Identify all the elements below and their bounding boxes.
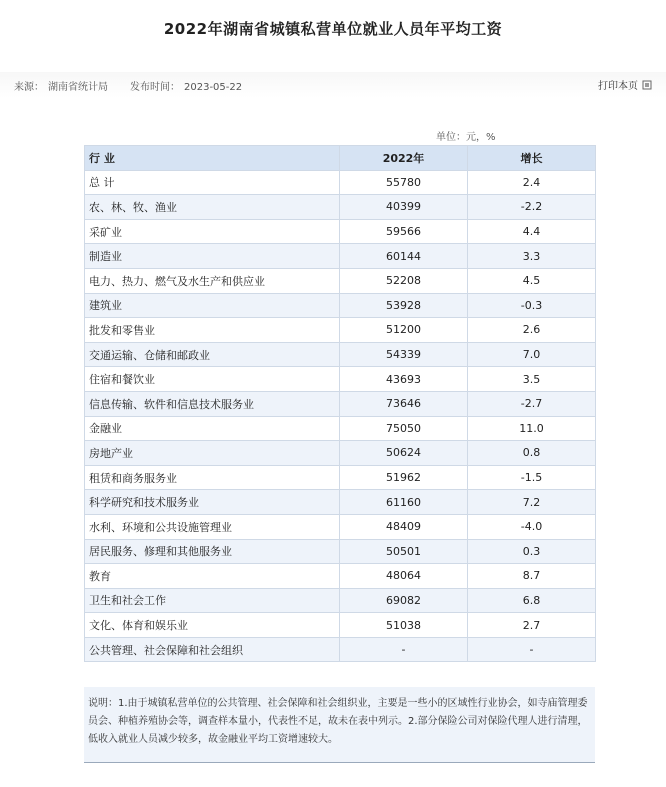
wage-cell: -	[340, 637, 468, 662]
table-row	[85, 416, 596, 441]
table-row	[85, 465, 596, 490]
wage-cell: 51038	[340, 613, 468, 638]
footnote: 说明：1.由于城镇私营单位的公共管理、社会保障和社会组织业，主要是一些小的区域性行业协会，如寺庙管理委员会、种植养殖协会等，调查样本量小，代表性不足，故未在表中列示。2.部分保险公司对保险代理人进行清理，低收入就业人员减少较多，故金融业平均工资增速较大。	[84, 687, 595, 763]
wage-cell: 51962	[340, 465, 468, 490]
table-row	[85, 219, 596, 244]
table-row	[85, 342, 596, 367]
print-label[interactable]: 打印本页	[598, 81, 638, 92]
unit-label: 单位：元，%	[436, 132, 496, 143]
growth-cell: 7.0	[468, 342, 596, 367]
industry-cell: 卫生和社会工作	[85, 588, 340, 613]
publish-label: 发布时间：	[130, 82, 180, 93]
industry-cell: 租赁和商务服务业	[85, 465, 340, 490]
wage-cell: 53928	[340, 293, 468, 318]
header-industry: 行 业	[85, 146, 340, 171]
growth-cell: 4.5	[468, 268, 596, 293]
growth-cell: -2.2	[468, 195, 596, 220]
article-meta	[14, 78, 246, 93]
wage-cell: 59566	[340, 219, 468, 244]
industry-cell: 居民服务、修理和其他服务业	[85, 539, 340, 564]
growth-cell: -4.0	[468, 514, 596, 539]
growth-cell: 2.7	[468, 613, 596, 638]
table-row	[85, 170, 596, 195]
industry-cell: 建筑业	[85, 293, 340, 318]
table-row	[85, 318, 596, 343]
wage-cell: 52208	[340, 268, 468, 293]
wage-cell: 61160	[340, 490, 468, 515]
growth-cell: -0.3	[468, 293, 596, 318]
table-row	[85, 588, 596, 613]
industry-cell: 公共管理、社会保障和社会组织	[85, 637, 340, 662]
wage-cell: 50624	[340, 441, 468, 466]
growth-cell: 0.8	[468, 441, 596, 466]
industry-cell: 批发和零售业	[85, 318, 340, 343]
publish-date: 2023-05-22	[184, 82, 243, 93]
wage-cell: 51200	[340, 318, 468, 343]
industry-cell: 交通运输、仓储和邮政业	[85, 342, 340, 367]
table-row	[85, 539, 596, 564]
wage-cell: 60144	[340, 244, 468, 269]
growth-cell: -	[468, 637, 596, 662]
wage-cell: 43693	[340, 367, 468, 392]
growth-cell: 4.4	[468, 219, 596, 244]
table-header-row	[85, 146, 596, 171]
wage-table	[84, 145, 596, 662]
growth-cell: 7.2	[468, 490, 596, 515]
wage-cell: 40399	[340, 195, 468, 220]
industry-cell: 制造业	[85, 244, 340, 269]
growth-cell: 0.3	[468, 539, 596, 564]
industry-cell: 文化、体育和娱乐业	[85, 613, 340, 638]
industry-cell: 住宿和餐饮业	[85, 367, 340, 392]
growth-cell: 2.4	[468, 170, 596, 195]
table-row	[85, 637, 596, 662]
table-row	[85, 514, 596, 539]
table-row	[85, 441, 596, 466]
table-row	[85, 490, 596, 515]
header-2022: 2022年	[340, 146, 468, 171]
growth-cell: 3.3	[468, 244, 596, 269]
industry-cell: 金融业	[85, 416, 340, 441]
wage-cell: 69082	[340, 588, 468, 613]
industry-cell: 房地产业	[85, 441, 340, 466]
page-title: 2022年湖南省城镇私营单位就业人员年平均工资	[163, 20, 503, 38]
industry-cell: 总 计	[85, 170, 340, 195]
table-row	[85, 367, 596, 392]
print-button[interactable]	[598, 77, 652, 92]
growth-cell: 3.5	[468, 367, 596, 392]
print-icon[interactable]	[642, 80, 652, 90]
growth-cell: 11.0	[468, 416, 596, 441]
industry-cell: 信息传输、软件和信息技术服务业	[85, 391, 340, 416]
header-growth: 增长	[468, 146, 596, 171]
industry-cell: 水利、环境和公共设施管理业	[85, 514, 340, 539]
table-row	[85, 195, 596, 220]
growth-cell: 8.7	[468, 564, 596, 589]
wage-cell: 50501	[340, 539, 468, 564]
growth-cell: -2.7	[468, 391, 596, 416]
table-row	[85, 613, 596, 638]
industry-cell: 农、林、牧、渔业	[85, 195, 340, 220]
industry-cell: 教育	[85, 564, 340, 589]
growth-cell: -1.5	[468, 465, 596, 490]
table-row	[85, 564, 596, 589]
industry-cell: 采矿业	[85, 219, 340, 244]
wage-cell: 73646	[340, 391, 468, 416]
source-value: 湖南省统计局	[48, 82, 108, 93]
table-row	[85, 391, 596, 416]
wage-cell: 55780	[340, 170, 468, 195]
industry-cell: 电力、热力、燃气及水生产和供应业	[85, 268, 340, 293]
wage-cell: 48064	[340, 564, 468, 589]
wage-cell: 54339	[340, 342, 468, 367]
table-row	[85, 268, 596, 293]
growth-cell: 6.8	[468, 588, 596, 613]
industry-cell: 科学研究和技术服务业	[85, 490, 340, 515]
source-label: 来源：	[14, 82, 44, 93]
growth-cell: 2.6	[468, 318, 596, 343]
table-row	[85, 293, 596, 318]
wage-cell: 75050	[340, 416, 468, 441]
wage-cell: 48409	[340, 514, 468, 539]
table-row	[85, 244, 596, 269]
